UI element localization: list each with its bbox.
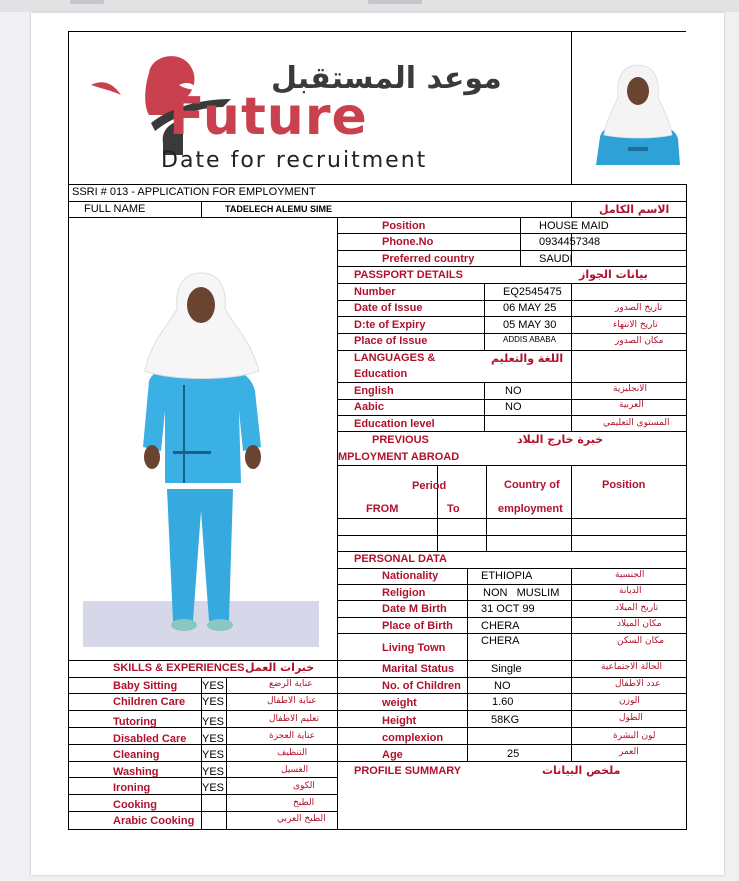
previous-heading-line1: PREVIOUS (372, 434, 429, 446)
preferred-country-value: SAUDI (539, 253, 573, 265)
logo-tagline: Date for recruitment (161, 148, 428, 173)
age-arabic: العمر (619, 747, 639, 757)
place-of-issue-value: ADDIS ABABA (503, 335, 556, 344)
age-label: Age (382, 749, 403, 761)
date-of-expiry-label: D:te of Expiry (354, 319, 426, 331)
skill-value: YES (202, 680, 225, 692)
date-of-issue-arabic: تاريخ الصدور (615, 303, 663, 313)
applicant-full-photo (83, 261, 319, 647)
passport-number-label: Number (354, 286, 396, 298)
arabic-language-label: Aabic (354, 401, 384, 413)
document-page (31, 13, 724, 875)
logo-arabic-name: موعد المستقبل (271, 61, 502, 96)
skill-arabic: تعليم الاطفال (269, 714, 320, 724)
living-town-arabic: مكان السكن (617, 636, 665, 646)
religion-arabic: الديانة (619, 586, 642, 596)
nationality-value: ETHIOPIA (481, 570, 533, 582)
position-column-label: Position (602, 479, 646, 491)
employment-label: employment (498, 503, 563, 515)
form-title: SSRI # 013 - APPLICATION FOR EMPLOYMENT (72, 186, 316, 198)
nationality-label: Nationality (382, 570, 439, 582)
children-value: NO (494, 680, 511, 692)
date-of-birth-value: 31 OCT 99 (481, 603, 535, 615)
skill-label: Children Care (113, 696, 186, 708)
place-of-birth-value: CHERA (481, 620, 520, 632)
weight-label: weight (382, 697, 417, 709)
window-top-strip (0, 0, 739, 12)
skill-value: YES (202, 696, 225, 708)
complexion-label: complexion (382, 732, 444, 744)
children-label: No. of Children (382, 680, 461, 692)
languages-heading-line1: LANGUAGES & (354, 352, 436, 364)
english-label: English (354, 385, 394, 397)
previous-heading-arabic: خبرة خارج البلاد (517, 433, 604, 446)
children-arabic: عدد الاطفال (615, 679, 661, 689)
header-left-border (68, 31, 69, 184)
header-divider (571, 31, 572, 184)
skill-value: YES (202, 782, 225, 794)
date-of-issue-value: 06 MAY 25 (503, 302, 557, 314)
date-of-expiry-arabic: تاريخ الانتهاء (613, 320, 658, 330)
passport-number-value: EQ2545475 (503, 286, 562, 298)
passport-heading-arabic: بيانات الجواز (579, 268, 648, 281)
date-of-expiry-value: 05 MAY 30 (503, 319, 557, 331)
skill-value: YES (202, 733, 225, 745)
place-of-birth-arabic: مكان الميلاد (617, 619, 662, 629)
period-label: Period (412, 480, 447, 492)
preferred-country-label: Preferred country (382, 253, 475, 265)
position-label: Position (382, 220, 426, 232)
skill-label: Baby Sitting (113, 680, 178, 692)
education-level-label: Education level (354, 418, 435, 430)
skill-label: Cleaning (113, 749, 160, 761)
place-of-birth-label: Place of Birth (382, 620, 453, 632)
arabic-language-arabic: العربية (619, 400, 644, 410)
living-town-value: CHERA (481, 635, 520, 647)
previous-heading-line2: MPLOYMENT ABROAD (338, 451, 460, 463)
personal-data-heading: PERSONAL DATA (354, 553, 447, 565)
tab-handle (368, 0, 422, 4)
profile-summary-label: PROFILE SUMMARY (354, 765, 462, 777)
education-level-arabic: المستوى التعليمي (603, 418, 670, 428)
skill-label: Tutoring (113, 716, 157, 728)
height-label: Height (382, 715, 417, 727)
skill-arabic: عناية العجزة (269, 731, 316, 741)
skill-value: YES (202, 766, 225, 778)
height-value: 58KG (491, 714, 520, 726)
languages-heading-line2: Education (354, 368, 408, 380)
full-name-arabic: الاسم الكامل (599, 203, 670, 216)
religion-value: NON MUSLIM (483, 587, 560, 599)
english-arabic: الانجليزية (613, 384, 647, 394)
english-value: NO (505, 385, 522, 397)
date-of-issue-label: Date of Issue (354, 302, 423, 314)
date-of-birth-arabic: تاريخ الميلاد (615, 603, 659, 613)
skill-arabic: عناية الاطفال (267, 696, 317, 706)
full-name-label: FULL NAME (84, 203, 146, 215)
full-name-value: TADELECH ALEMU SIME (225, 204, 332, 214)
skill-arabic: التنظيف (277, 748, 308, 758)
marital-status-value: Single (491, 663, 522, 675)
weight-arabic: الوزن (619, 696, 640, 706)
skills-heading-arabic: خبرات العمل (245, 661, 315, 674)
arabic-language-value: NO (505, 401, 522, 413)
tab-handle (70, 0, 104, 4)
weight-value: 1.60 (492, 696, 514, 708)
living-town-label: Living Town (382, 642, 446, 654)
skill-arabic: الغسيل (281, 765, 309, 775)
header-top-border (68, 31, 686, 32)
date-of-birth-label: Date M Birth (382, 603, 447, 615)
country-of-label: Country of (504, 479, 560, 491)
skill-arabic: الطبخ العربي (277, 814, 326, 824)
skill-arabic: الطبخ (293, 798, 315, 808)
skill-label: Disabled Care (113, 733, 187, 745)
to-label: To (447, 503, 460, 515)
religion-label: Religion (382, 587, 426, 599)
skill-label: Ironing (113, 782, 151, 794)
profile-summary-arabic: ملخص البيانات (542, 764, 621, 777)
skill-label: Arabic Cooking (113, 815, 195, 827)
marital-status-label: Marital Status (382, 663, 455, 675)
skill-value: YES (202, 716, 225, 728)
company-logo (91, 45, 511, 175)
skill-arabic: الكوى (293, 781, 315, 791)
languages-heading-arabic: اللغة والتعليم (491, 352, 564, 365)
age-value: 25 (507, 748, 520, 760)
skills-heading: SKILLS & EXPERIENCES (113, 662, 245, 674)
marital-status-arabic: الحالة الاجتماعية (601, 662, 662, 672)
skill-label: Cooking (113, 799, 157, 811)
height-arabic: الطول (619, 713, 643, 723)
place-of-issue-label: Place of Issue (354, 335, 428, 347)
nationality-arabic: الجنسية (615, 570, 645, 580)
portrait-photo-small (592, 57, 684, 165)
phone-value: 0934457348 (539, 236, 601, 248)
skill-label: Washing (113, 766, 159, 778)
skill-arabic: عناية الرضع (269, 679, 313, 689)
phone-label: Phone.No (382, 236, 434, 248)
position-value: HOUSE MAID (539, 220, 609, 232)
place-of-issue-arabic: مكان الصدور (615, 336, 664, 346)
passport-heading: PASSPORT DETAILS (354, 269, 463, 281)
from-label: FROM (366, 503, 399, 515)
skill-value: YES (202, 749, 225, 761)
complexion-arabic: لون البشرة (613, 731, 656, 741)
logo-word: Future (169, 87, 368, 147)
